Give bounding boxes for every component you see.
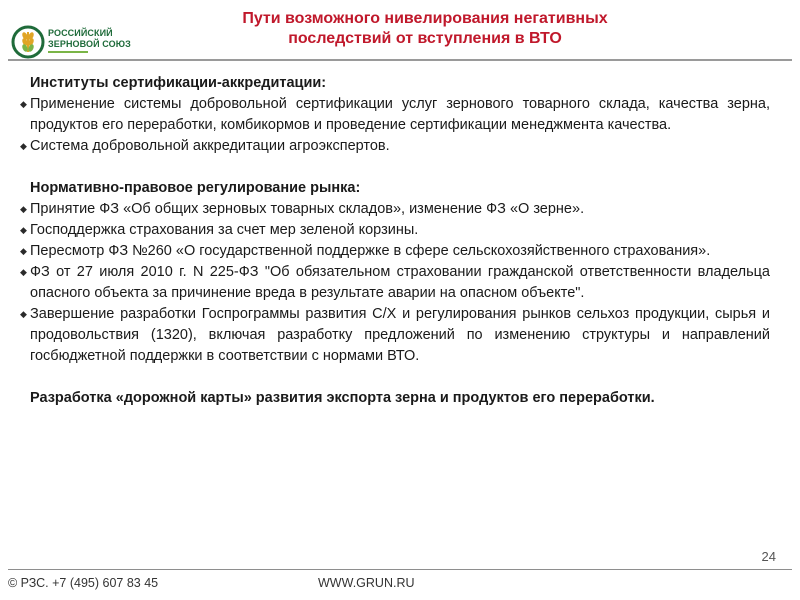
- slide-title: [200, 9, 650, 49]
- logo-text-line2: ЗЕРНОВОЙ СОЮЗ: [48, 39, 131, 49]
- slide-title-line1: Пути возможного нивелирования негативных: [242, 10, 608, 27]
- bullet-item: [20, 199, 770, 220]
- bullet-item: [20, 220, 770, 241]
- logo-text: [48, 28, 131, 50]
- section-heading-certification: Институты сертификации-аккредитации:: [30, 75, 327, 91]
- footer-divider: [8, 569, 792, 570]
- bullet-item: [20, 94, 770, 136]
- bullet-item-text: Принятие ФЗ «Об общих зерновых товарных складов», изменение ФЗ «О зерне».: [30, 201, 585, 217]
- bullet-item-text: Завершение разработки Госпрограммы развития С/Х и регулирования рынков сельхоз продукции, сырья и продовольствия (1320), включая разработку предложений по изменению структуры и направлений госбюджетной поддержки в соответствии с нормами ВТО.: [30, 306, 770, 364]
- bullet-item-text: ФЗ от 27 июля 2010 г. N 225-ФЗ "Об обязательном страховании гражданской ответственности владельца опасного объекта за причинение вреда в результате аварии на опасном объекте".: [30, 264, 770, 301]
- logo-underline: [48, 51, 88, 53]
- diamond-bullet-icon: ◆: [20, 225, 27, 235]
- slide-title-line2: последствий от вступления в ВТО: [288, 30, 562, 47]
- diamond-bullet-icon: ◆: [20, 267, 27, 277]
- grain-ear-logo-icon: [10, 24, 46, 60]
- slide-body: [20, 73, 770, 409]
- footer-contact: © РЗС. +7 (495) 607 83 45: [8, 576, 159, 590]
- bullet-item: [20, 136, 770, 157]
- diamond-bullet-icon: ◆: [20, 141, 27, 151]
- diamond-bullet-icon: ◆: [20, 204, 27, 214]
- company-logo: [10, 24, 180, 60]
- bullet-item-text: Пересмотр ФЗ №260 «О государственной поддержке в сфере сельскохозяйственного страхования».: [30, 243, 711, 259]
- section-heading-regulation: Нормативно-правовое регулирование рынка:: [30, 180, 361, 196]
- bullet-item: [20, 262, 770, 304]
- footer-website-link[interactable]: WWW.GRUN.RU: [318, 576, 415, 590]
- bullet-item: [20, 241, 770, 262]
- closing-statement: Разработка «дорожной карты» развития экспорта зерна и продуктов его переработки.: [30, 390, 655, 406]
- diamond-bullet-icon: ◆: [20, 99, 27, 109]
- bullet-item-text: Применение системы добровольной сертификации услуг зернового товарного склада, качества зерна, продуктов его переработки, комбикормов и проведение сертификации менеджмента качества.: [30, 96, 770, 133]
- logo-text-line1: РОССИЙСКИЙ: [48, 28, 113, 38]
- diamond-bullet-icon: ◆: [20, 246, 27, 256]
- section-spacer: [30, 367, 770, 388]
- bullet-item-text: Система добровольной аккредитации агроэкспертов.: [30, 138, 390, 154]
- diamond-bullet-icon: ◆: [20, 309, 27, 319]
- page-number: 24: [761, 549, 776, 564]
- section-spacer: [30, 157, 770, 178]
- bullet-item-text: Господдержка страхования за счет мер зеленой корзины.: [30, 222, 419, 238]
- bullet-item: [20, 304, 770, 367]
- title-divider: [8, 59, 792, 61]
